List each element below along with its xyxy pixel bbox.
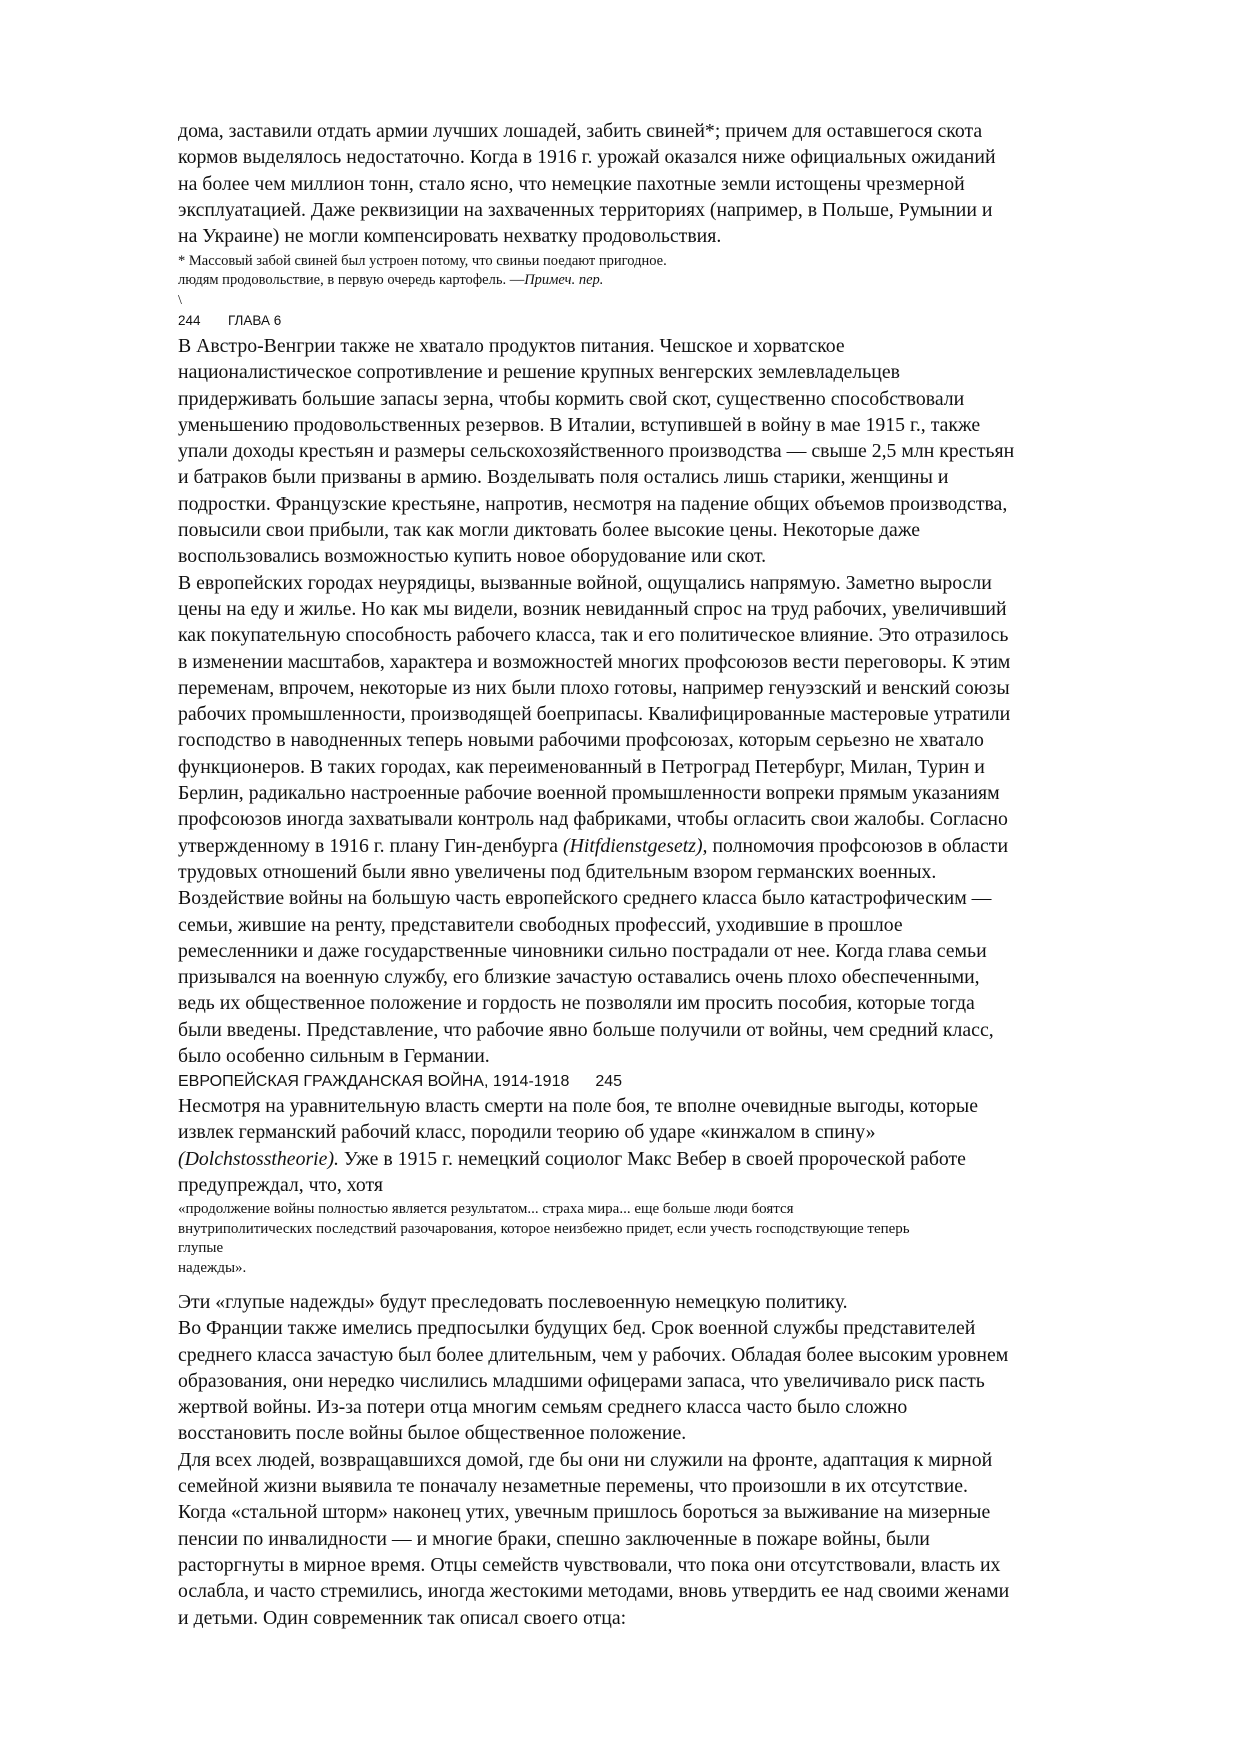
text-line: профсоюзов иногда захватывали контроль над фабриками, чтобы огласить свои жалобы. Согласно <box>178 808 1008 831</box>
running-header-244 <box>178 313 281 329</box>
text-line: среднего класса зачастую был более длительным, чем у рабочих. Обладая более высоким уровнем <box>178 1343 1009 1366</box>
footnote-line: * Массовый забой свиней был устроен потому, что свиньи поедают пригодное. <box>178 253 667 269</box>
text-line: семьи, жившие на ренту, представители свободных профессий, уходившие в прошлое <box>178 913 903 936</box>
text-line: Эти «глупые надежды» будут преследовать послевоенную немецкую политику. <box>178 1291 848 1313</box>
text-line <box>178 1146 978 1172</box>
text-line: восстановить после войны былое общественное положение. <box>178 1422 687 1445</box>
text-line: господство в наводненных теперь новыми рабочими профсоюзах, которым серьезно не хватало <box>178 729 984 752</box>
text-line: на более чем миллион тонн, стало ясно, что немецкие пахотные земли истощены чрезмерной <box>178 172 965 195</box>
paragraph-aftermath <box>178 1289 1009 1631</box>
italic-term: (Hitfdienstgesetz), <box>563 834 708 857</box>
text-line: подростки. Французские крестьяне, напротив, несмотря на падение общих объемов производства, <box>178 492 1008 515</box>
text-line: расторгнуты в мирное время. Отцы семейств чувствовали, что пока они отсутствовали, власть их <box>178 1553 1001 1576</box>
text-line: Несмотря на уравнительную власть смерти на поле боя, те вполне очевидные выгоды, которые <box>178 1095 978 1117</box>
text-line: ремесленники и даже государственные чиновники сильно пострадали от нее. Когда глава семьи <box>178 939 987 962</box>
text-line <box>178 833 1014 859</box>
paragraph-livestock <box>178 118 996 249</box>
footnote-translator-note: Примеч. пер. <box>524 271 604 288</box>
text-line: В Австро-Венгрии также не хватало продуктов питания. Чешское и хорватское <box>178 335 845 357</box>
text-line: и батраков были призваны в армию. Возделывать поля остались лишь старики, женщины и <box>178 466 949 489</box>
text-line: были введены. Представление, что рабочие явно больше получили от войны, чем средний класс, <box>178 1018 994 1041</box>
footnote-line <box>178 271 667 290</box>
text-line: Во Франции также имелись предпосылки будущих бед. Срок военной службы представителей <box>178 1317 976 1340</box>
text-line: Берлин, радикально настроенные рабочие военной промышленности вопреки прямым указаниям <box>178 782 1000 805</box>
text-line: ослабла, и часто стремились, иногда жестокими методами, вновь утвердить ее над своими женами <box>178 1580 1010 1603</box>
quote-line: надежды». <box>178 1259 247 1276</box>
text-line: эксплуатацией. Даже реквизиции на захваченных территориях (например, в Польше, Румынии и <box>178 198 993 221</box>
text-line: воспользовались возможностью купить новое оборудование или скот. <box>178 545 767 568</box>
text-line: пенсии по инвалидности — и многие браки, спешно заключенные в пожаре войны, были <box>178 1527 930 1550</box>
text-span: Уже в 1915 г. немецкий социолог Макс Вебер в своей пророческой работе <box>338 1147 966 1170</box>
text-line: рабочих промышленности, производящей боеприпасы. Квалифицированные мастеровые утратили <box>178 703 1011 726</box>
text-line: переменам, впрочем, некоторые из них были плохо готовы, например генуэзский и венский союзы <box>178 676 1010 699</box>
running-header-245 <box>178 1072 622 1091</box>
text-line: кормов выделялось недостаточно. Когда в 1916 г. урожай оказался ниже официальных ожиданий <box>178 146 996 169</box>
italic-term: (Dolchstosstheorie). <box>178 1147 339 1170</box>
text-line: Когда «стальной шторм» наконец утих, увечным пришлось бороться за выживание на мизерные <box>178 1501 991 1524</box>
page-number: 244 <box>178 313 201 328</box>
text-span: полномочия профсоюзов в области <box>707 834 1009 857</box>
chapter-title: ГЛАВА 6 <box>228 313 282 328</box>
text-line: было особенно сильным в Германии. <box>178 1045 490 1068</box>
quote-line: «продолжение войны полностью является результатом... страха мира... еще больше люди боятся <box>178 1201 794 1217</box>
text-line: уменьшению продовольственных резервов. В Италии, вступившей в войну в мае 1915 г., также <box>178 413 981 436</box>
text-line: предупреждал, что, хотя <box>178 1173 384 1196</box>
stray-mark: \ <box>178 293 182 308</box>
text-line: Для всех людей, возвращавшихся домой, где бы они ни служили на фронте, адаптация к мирной <box>178 1448 993 1471</box>
page-number: 245 <box>595 1073 623 1090</box>
running-title: ЕВРОПЕЙСКАЯ ГРАЖДАНСКАЯ ВОЙНА, 1914-1918 <box>178 1073 570 1090</box>
text-line: цены на еду и жилье. Но как мы видели, возник невиданный спрос на труд рабочих, увеличивший <box>178 597 1007 620</box>
quote-line: глупые <box>178 1240 224 1256</box>
text-line: Воздействие войны на большую часть европейского среднего класса было катастрофическим — <box>178 887 992 910</box>
paragraph-austria-hungary <box>178 333 1014 1069</box>
block-quote <box>178 1200 910 1278</box>
text-line: функционеров. В таких городах, как переименованный в Петроград Петербург, Милан, Турин и <box>178 755 985 778</box>
text-line: дома, заставили отдать армии лучших лошадей, забить свиней*; причем для оставшегося скота <box>178 120 983 142</box>
text-line: и детьми. Один современник так описал своего отца: <box>178 1606 627 1629</box>
text-line: в изменении масштабов, характера и возможностей многих профсоюзов вести переговоры. К этим <box>178 650 1011 673</box>
footnote <box>178 252 667 289</box>
quote-line: внутриполитических последствий разочарования, которое неизбежно придет, если учесть господствующие теперь <box>178 1220 910 1237</box>
text-line: образования, они нередко числились младшими офицерами запаса, что увеличивало риск пасть <box>178 1369 985 1392</box>
text-line: на Украине) не могли компенсировать нехватку продовольствия. <box>178 225 722 248</box>
text-line: призывался на военную службу, его близкие зачастую оставались очень плохо обеспеченными, <box>178 966 980 989</box>
text-line: В европейских городах неурядицы, вызванные войной, ощущались напрямую. Заметно выросли <box>178 571 992 594</box>
paragraph-dolchstoss <box>178 1093 978 1198</box>
text-span: утвержденному в 1916 г. плану Гин-денбурга <box>178 834 564 857</box>
text-line: семейной жизни выявила те поначалу незаметные перемены, что произошли в их отсутствие. <box>178 1475 968 1498</box>
text-line: жертвой войны. Из-за потери отца многим семьям среднего класса часто было сложно <box>178 1396 908 1419</box>
text-line: придерживать большие запасы зерна, чтобы кормить свой скот, существенно способствовали <box>178 387 965 410</box>
text-line: националистическое сопротивление и решение крупных венгерских землевладельцев <box>178 361 900 384</box>
text-line: извлек германский рабочий класс, породили теорию об ударе «кинжалом в спину» <box>178 1121 876 1144</box>
text-line: ведь их общественное положение и гордость не позволяли им просить пособия, которые тогда <box>178 992 975 1015</box>
text-line: трудовых отношений были явно увеличены под бдительным взором германских военных. <box>178 860 937 883</box>
text-line: упали доходы крестьян и размеры сельскохозяйственного производства — свыше 2,5 млн крестьян <box>178 440 1015 463</box>
footnote-text: людям продовольствие, в первую очередь картофель. — <box>178 271 525 288</box>
text-line: как покупательную способность рабочего класса, так и его политическое влияние. Это отразилось <box>178 624 1009 647</box>
text-line: повысили свои прибыли, так как могли диктовать более высокие цены. Некоторые даже <box>178 519 921 542</box>
